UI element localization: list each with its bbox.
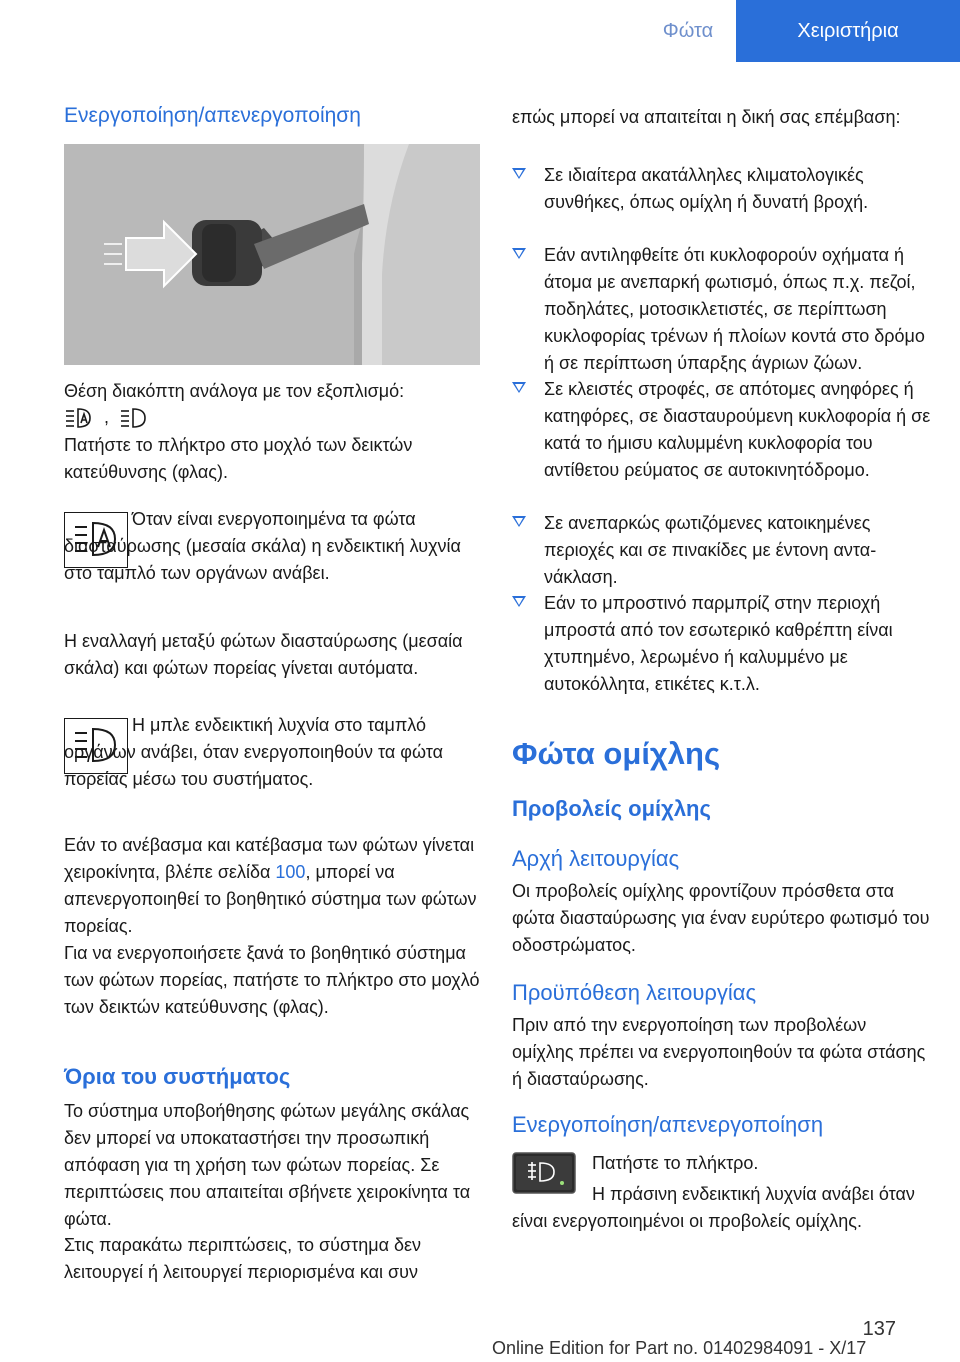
paragraph-requirement: Πριν από την ενεργοποίηση των προβολέων ομίχλης πρέπει να ενεργοποιηθούν τα φώτα στάσης ή διασταύρωσης. bbox=[512, 1015, 926, 1089]
list-item-text: Εάν αντιληφθείτε ότι κυκλοφορούν οχήματα ή άτομα με ανεπαρκή φωτισμό, όπως π.χ. πεζοί, ποδηλάτες, μοτοσικλετιστές, σε περίπτωση κυκλοφορίας τρένων ή πλοίων κοντά στο δρόμο ή σε περίπτωση ύπαρξης άγριων ζώων. bbox=[544, 245, 925, 373]
stalk-illustration bbox=[64, 144, 480, 365]
bullet-triangle-icon bbox=[512, 596, 526, 607]
heading-fog-lights: Φώτα ομίχλης bbox=[512, 736, 721, 771]
edition-line: Online Edition for Part no. 01402984091 - X/17 bbox=[492, 1338, 867, 1358]
paragraph-cases: Στις παρακάτω περιπτώσεις, το σύστημα δεν λειτουργεί ή λειτουργεί περιορισμένα και συν bbox=[64, 1235, 422, 1282]
manual-dimming-text-end: , μπορεί να απενεργοποιηθεί το βοηθητικό σύστημα των φώτων πορείας. bbox=[64, 862, 477, 936]
heading-principle: Αρχή λειτουργίας bbox=[512, 846, 680, 871]
bullet-triangle-icon bbox=[512, 248, 526, 259]
high-beam-icon bbox=[119, 405, 149, 429]
paragraph-press-button: Πατήστε το πλήκτρο στο μοχλό των δεικτών κατεύθυνσης (φλας). bbox=[64, 435, 413, 482]
list-item bbox=[512, 510, 932, 591]
caption-separator: , bbox=[104, 406, 110, 427]
caption-equipment: Θέση διακόπτη ανάλογα με τον εξοπλισμό: bbox=[64, 381, 405, 401]
heading-fog-switch: Ενεργοποίηση/απενεργοποίηση bbox=[512, 1112, 824, 1137]
paragraph-automatic-switch: Η εναλλαγή μεταξύ φώτων διασταύρωσης (μεσαία σκάλα) και φώτων πορείας γίνεται αυτόματα. bbox=[64, 631, 463, 678]
section-heading: Ενεργοποίηση/απενεργοποίηση bbox=[64, 104, 361, 127]
heading-system-limits: Όρια του συστήματος bbox=[64, 1064, 291, 1089]
page-number: 137 bbox=[862, 1318, 896, 1340]
bullet-triangle-icon bbox=[512, 516, 526, 527]
header-section-tab: Φώτα bbox=[662, 19, 714, 42]
paragraph-manual-dimming bbox=[64, 832, 482, 940]
page-link-100[interactable]: 100 bbox=[275, 862, 306, 882]
list-item bbox=[512, 376, 932, 484]
header-chapter-tab: Χειριστήρια bbox=[736, 0, 960, 62]
note-blue-indicator: Η μπλε ενδεικτική λυχνία στο ταμπλό οργάνων ανάβει, όταν ενεργοποιηθούν τα φώτα πορείας μέσω του συστήματος. bbox=[64, 715, 444, 789]
bullet-triangle-icon bbox=[512, 382, 526, 393]
paragraph-limits: Το σύστημα υποβοήθησης φώτων μεγάλης σκάλας δεν μπορεί να υποκαταστήσει την προσωπική απόφαση για τη χρήση των φώτων πορείας. Σε περιπτώσεις που απαιτείται σβήνετε χειροκίνητα τα φώτα. bbox=[64, 1101, 471, 1229]
list-item-text: Εάν το μπροστινό παρμπρίζ στην περιοχή μπροστά από τον εσωτερικό καθρέπτη είναι χτυπημένο, λερωμένο ή καλυμμένο με αυτοκόλλητα, ετικέτες κ.τ.λ. bbox=[544, 593, 893, 694]
list-item-text: Σε ανεπαρκώς φωτιζόμενες κατοικημένες περιοχές και σε πινακίδες με έντονη αντανάκλαση. bbox=[544, 513, 877, 587]
paragraph-reactivate: Για να ενεργοποιήσετε ξανά το βοηθητικό σύστημα των φώτων πορείας, πατήστε το πλήκτρο στο μοχλό των δεικτών κατεύθυνσης (φλας). bbox=[64, 943, 480, 1017]
paragraph-green-indicator: Η πράσινη ενδεικτική λυχνία ανάβει όταν είναι ενεργοποιημένοι οι προβολείς ομίχλης. bbox=[512, 1184, 915, 1231]
heading-requirement: Προϋπόθεση λειτουργίας bbox=[512, 980, 757, 1005]
list-item-text: Σε ιδιαίτερα ακατάλληλες κλιματολογικές συνθήκες, όπως ομίχλη ή δυνατή βροχή. bbox=[544, 165, 869, 212]
bullet-triangle-icon bbox=[512, 168, 526, 179]
note-low-beam: Όταν είναι ενεργοποιημένα τα φώτα διασταύρωσης (μεσαία σκάλα) η ενδεικτική λυχνία στο ταμπλό των οργάνων ανάβει. bbox=[64, 509, 461, 583]
list-item bbox=[512, 590, 932, 698]
high-beam-assist-icon bbox=[64, 405, 94, 429]
paragraph-intervention: επώς μπορεί να απαιτείται η δική σας επέμβαση: bbox=[512, 107, 901, 127]
paragraph-principle: Οι προβολείς ομίχλης φροντίζουν πρόσθετα στα φώτα διασταύρωσης για έναν ευρύτερο φωτισμό του οδοστρώματος. bbox=[512, 881, 930, 955]
list-item bbox=[512, 242, 932, 377]
list-item bbox=[512, 162, 932, 216]
manual-dimming-text: Εάν το ανέβασμα και κατέβασμα των φώτων γίνεται χειροκίνητα, βλέπε σελίδα bbox=[64, 835, 475, 882]
paragraph-press-fog: Πατήστε το πλήκτρο. bbox=[592, 1153, 759, 1173]
list-item-text: Σε κλειστές στροφές, σε απότομες ανηφόρες ή κατηφόρες, σε διασταυρούμενη κυκλοφορία ή σε κατά το ήμισυ καλυμμένη κυκλοφορία του αντίθετου ρεύματος σε αυτοκινητόδρομο. bbox=[544, 379, 931, 480]
heading-front-fog-lights: Προβολείς ομίχλης bbox=[512, 796, 711, 821]
caption-icons bbox=[64, 405, 149, 429]
